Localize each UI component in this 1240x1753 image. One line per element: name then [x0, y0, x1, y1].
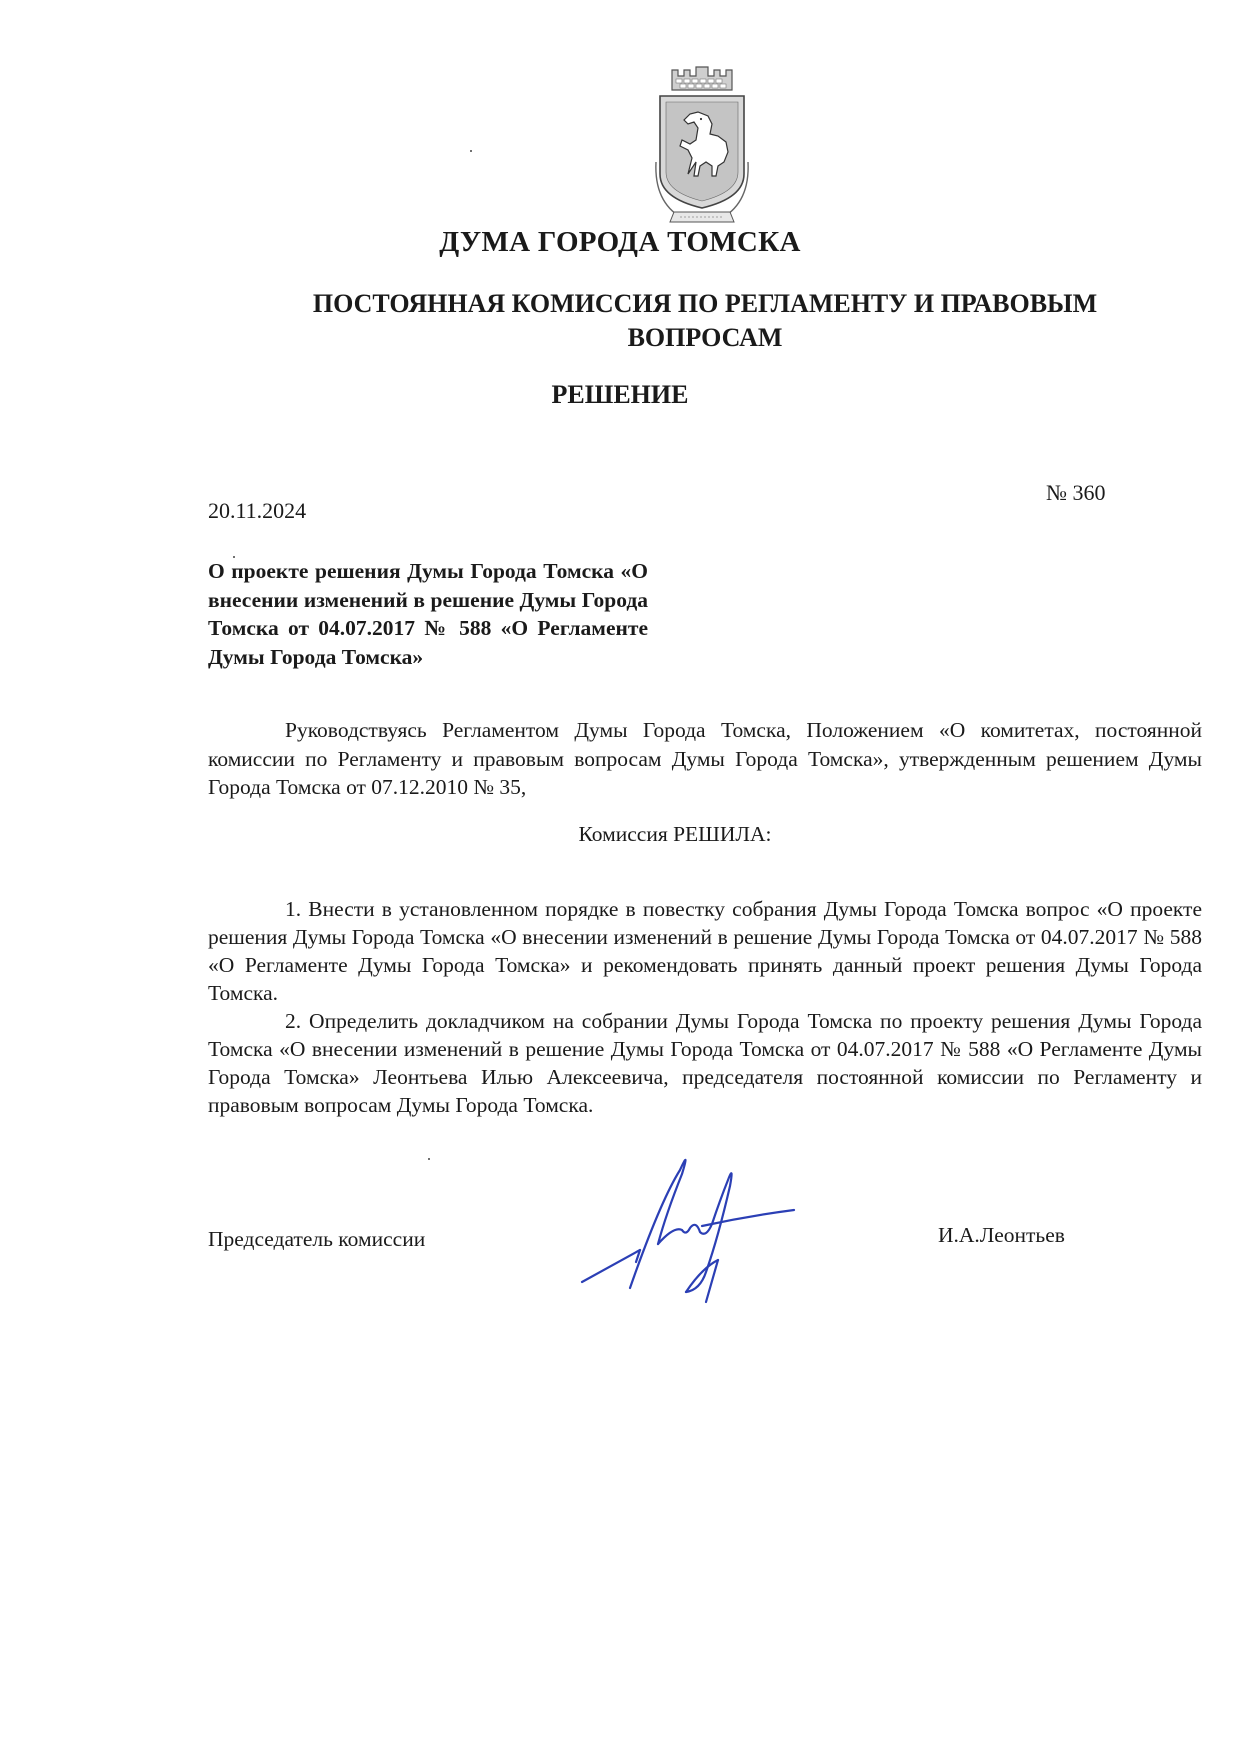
resolution-items — [208, 895, 1202, 1119]
handwritten-signature-icon — [578, 1140, 828, 1305]
signer-name: И.А.Леонтьев — [938, 1223, 1065, 1247]
resolution-item-2: 2. Определить докладчиком на собрании Думы Города Томска по проекту решения Думы Города Томска «О внесении изменений в решение Думы Города Томска от 04.07.2017 № 588 «О Регламенте Думы Города Томска» Леонтьева Илью Алексеевича, председателя постоянной комиссии по Регламенту и правовым вопросам Думы Города Томска. — [208, 1009, 1202, 1117]
tomsk-coat-of-arms-icon — [652, 62, 752, 230]
commission-name-line-1: ПОСТОЯННАЯ КОМИССИЯ ПО РЕГЛАМЕНТУ И ПРАВОВЫМ — [312, 289, 1098, 318]
document-subject: О проекте решения Думы Города Томска «О внесении изменений в решение Думы Города Томска от 04.07.2017 № 588 «О Регламенте Думы Города Томска» — [208, 559, 648, 669]
signer-title: Председатель комиссии — [208, 1227, 426, 1251]
commission-name — [240, 287, 1170, 355]
preamble-paragraph: Руководствуясь Регламентом Думы Города Томска, Положением «О комитетах, постоянной комиссии по Регламенту и правовым вопросам Думы Города Томска», утвержденным решением Думы Города Томска от 07.12.2010 № 35, — [208, 718, 1202, 799]
commission-name-line-2: ВОПРОСАМ — [627, 323, 783, 352]
scan-speck — [428, 1158, 430, 1160]
scan-speck — [233, 556, 235, 558]
document-date: 20.11.2024 — [208, 498, 307, 523]
resolution-heading: Комиссия РЕШИЛА: — [578, 822, 772, 846]
resolution-item-1: 1. Внести в установленном порядке в повестку собрания Думы Города Томска вопрос «О проекте решения Думы Города Томска «О внесении изменений в решение Думы Города Томска от 04.07.2017 № 588 «О Регламенте Думы Города Томска» и рекомендовать принять данный проект решения Думы Города Томска. — [208, 897, 1202, 1005]
document-number: № 360 — [1046, 480, 1106, 505]
document-type: РЕШЕНИЕ — [551, 380, 689, 409]
organization-name: ДУМА ГОРОДА ТОМСКА — [439, 226, 801, 258]
scan-speck — [470, 150, 472, 152]
